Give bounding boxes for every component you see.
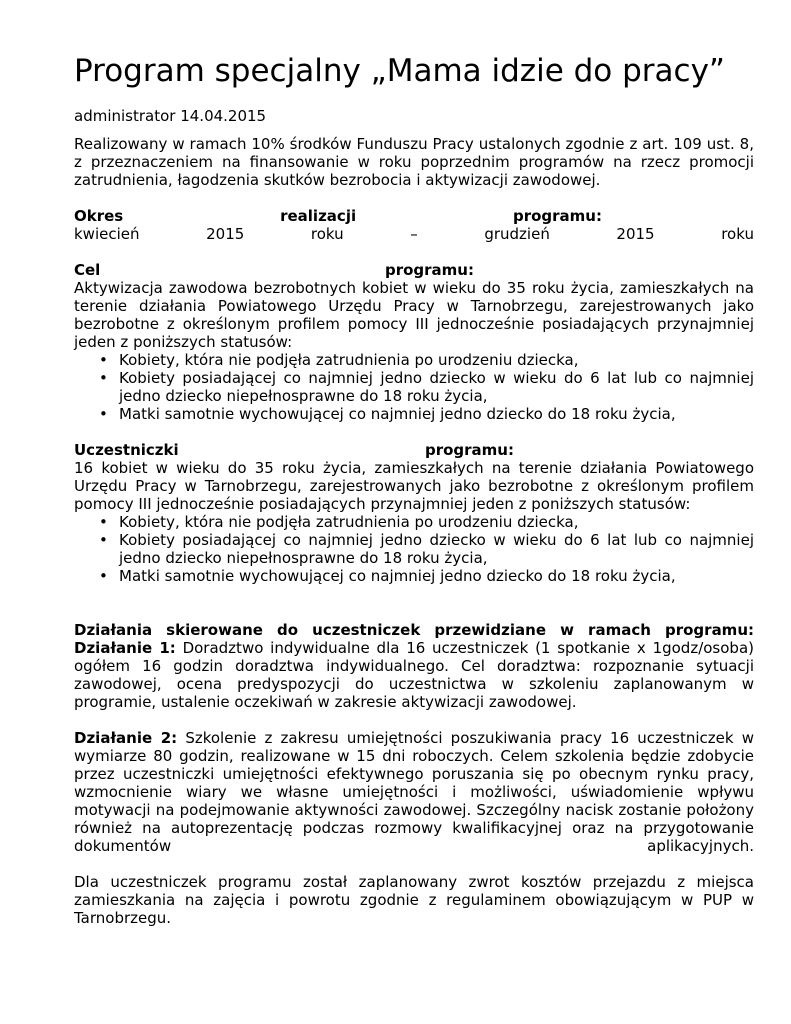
okres-value-word: grudzień xyxy=(484,225,550,243)
dzialanie-1-paragraph xyxy=(74,639,754,711)
uczestniczki-paragraph: 16 kobiet w wieku do 35 roku życia, zamieszkałych na terenie działania Powiatowego Urzędu Pracy w Tarnobrzegu, zarejestrowanych jako bezrobotne z określonym profilem pomocy III jednocześnie posiadających przynajmniej jeden z poniższych statusów: xyxy=(74,459,754,513)
document-page xyxy=(74,52,754,927)
okres-value-word: roku xyxy=(721,225,754,243)
list-item: • Kobiety, która nie podjęła zatrudnienia po urodzeniu dziecka, xyxy=(99,351,579,369)
bullet-icon: • xyxy=(99,531,108,549)
okres-value-word: kwiecień xyxy=(74,225,140,243)
okres-value-word: 2015 xyxy=(616,225,655,243)
okres-value-word: 2015 xyxy=(206,225,245,243)
okres-heading-word: realizacji xyxy=(280,207,357,225)
dzialanie-2-text: Szkolenie z zakresu umiejętności poszukiwania pracy 16 uczestniczek w wymiarze 80 godzin, realizowane w 15 dni roboczych. Celem szkolenia będzie zdobycie przez uczestniczki umiejętności efektywnego poruszania się po obecnym rynku pracy, wzmocnienie wiary we własne umiejętności i możliwości, uświadomienie wpływu motywacji na podejmowanie aktywności zawodowej. Szczególny nacisk zostanie położony również na autoprezentację podczas rozmowy kwalifikacyjnej oraz na przygotowanie dokumentów aplikacyjnych. xyxy=(74,729,754,855)
okres-value-word: – xyxy=(410,225,418,243)
cel-heading-word: programu: xyxy=(384,261,474,279)
list-item: • Kobiety posiadającej co najmniej jedno dziecko w wieku do 6 lat lub co najmniej jedno dziecko niepełnosprawne do 18 roku życia, xyxy=(99,369,754,405)
okres-value xyxy=(74,225,754,243)
okres-heading-word: Okres xyxy=(74,207,124,225)
cel-heading xyxy=(74,261,754,279)
cel-heading-word: Cel xyxy=(74,261,101,279)
cel-paragraph: Aktywizacja zawodowa bezrobotnych kobiet w wieku do 35 roku życia, zamieszkałych na terenie działania Powiatowego Urzędu Pracy w Tarnobrzegu, zarejestrowanych jako bezrobotne z określonym profilem pomocy III jednocześnie posiadających przynajmniej jeden z poniższych statusów: xyxy=(74,279,754,351)
uczestniczki-heading-word: programu: xyxy=(424,441,514,459)
dzialanie-2-label: Działanie 2: xyxy=(74,729,178,747)
dzialania-heading: Działania skierowane do uczestniczek przewidziane w ramach programu: xyxy=(74,621,754,639)
document-title: Program specjalny „Mama idzie do pracy” xyxy=(74,53,725,89)
dzialanie-2-paragraph xyxy=(74,729,754,855)
bullet-icon: • xyxy=(99,351,108,369)
list-item: • Kobiety, która nie podjęła zatrudnienia po urodzeniu dziecka, xyxy=(99,513,579,531)
author-date: administrator 14.04.2015 xyxy=(74,107,267,125)
cel-status-list xyxy=(74,351,754,423)
uczestniczki-heading-word: Uczestniczki xyxy=(74,441,179,459)
okres-heading-word: programu: xyxy=(512,207,602,225)
uczestniczki-heading xyxy=(74,441,754,459)
uczestniczki-status-list xyxy=(74,513,754,585)
list-item: • Matki samotnie wychowującej co najmniej jedno dziecko do 18 roku życia, xyxy=(99,567,676,585)
bullet-icon: • xyxy=(99,405,108,423)
bullet-icon: • xyxy=(99,567,108,585)
bullet-icon: • xyxy=(99,513,108,531)
list-item: • Matki samotnie wychowującej co najmniej jedno dziecko do 18 roku życia, xyxy=(99,405,676,423)
closing-paragraph: Dla uczestniczek programu został zaplanowany zwrot kosztów przejazdu z miejsca zamieszkania na zajęcia i powrotu zgodnie z regulaminem obowiązującym w PUP w Tarnobrzegu. xyxy=(74,873,754,927)
intro-paragraph: Realizowany w ramach 10% środków Funduszu Pracy ustalonych zgodnie z art. 109 ust. 8, z przeznaczeniem na finansowanie w roku poprzednim programów na rzecz promocji zatrudnienia, łagodzenia skutków bezrobocia i aktywizacji zawodowej. xyxy=(74,135,754,189)
list-item: • Kobiety posiadającej co najmniej jedno dziecko w wieku do 6 lat lub co najmniej jedno dziecko niepełnosprawne do 18 roku życia, xyxy=(99,531,754,567)
dzialanie-1-label: Działanie 1: xyxy=(74,639,176,657)
bullet-icon: • xyxy=(99,369,108,387)
dzialanie-1-text: Doradztwo indywidualne dla 16 uczestniczek (1 spotkanie x 1godz/osoba) ogółem 16 godzin doradztwa indywidualnego. Cel doradztwa: rozpoznanie sytuacji zawodowej, ocena predyspozycji do uczestnictwa w szkoleniu zaplanowanym w programie, ustalenie oczekiwań w zakresie aktywizacji zawodowej. xyxy=(74,639,754,711)
okres-heading xyxy=(74,207,754,225)
okres-value-word: roku xyxy=(310,225,344,243)
